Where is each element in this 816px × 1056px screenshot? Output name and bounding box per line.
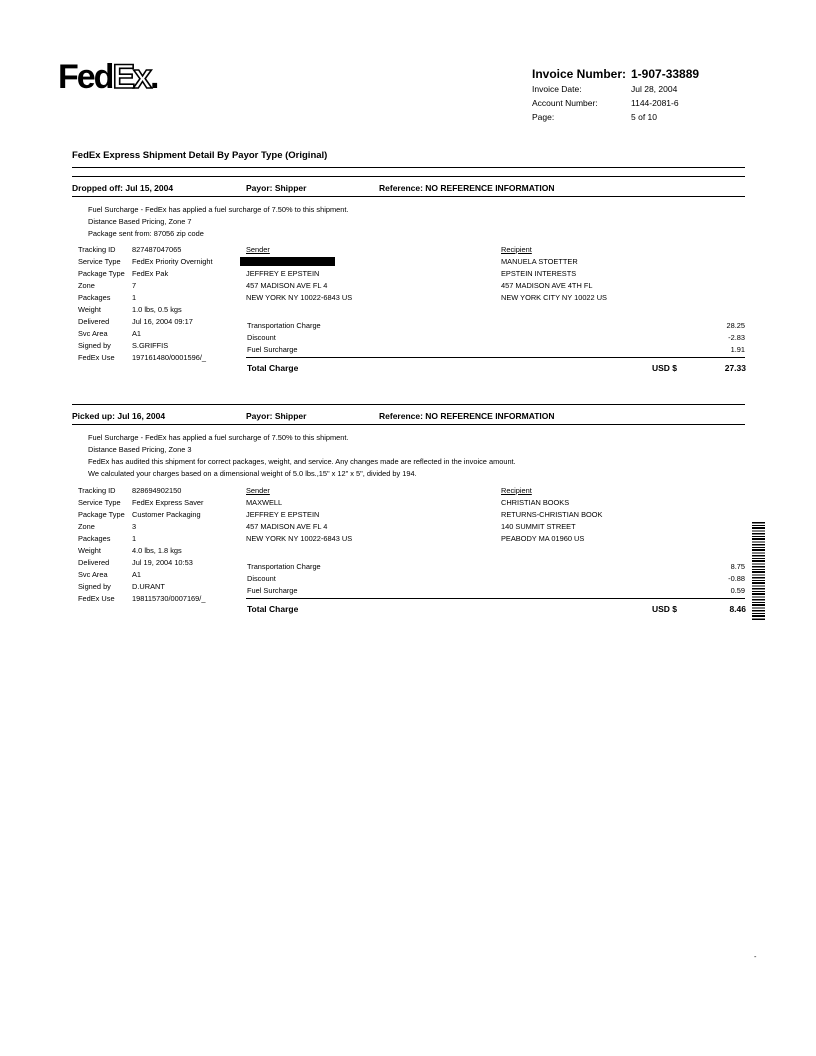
charge-label: Transportation Charge bbox=[247, 321, 321, 330]
detail-label: Svc Area bbox=[78, 329, 108, 338]
charge-label: Transportation Charge bbox=[247, 562, 321, 571]
detail-label: Delivered bbox=[78, 558, 110, 567]
charge-amount: -0.88 bbox=[728, 574, 745, 583]
detail-value: 1.0 lbs, 0.5 kgs bbox=[132, 305, 182, 314]
detail-label: Packages bbox=[78, 293, 111, 302]
recipient-line: NEW YORK CITY NY 10022 US bbox=[501, 293, 607, 302]
account-number-label: Account Number: bbox=[532, 98, 598, 108]
footer-mark: - bbox=[754, 952, 757, 961]
shipment-1-event: Dropped off: Jul 15, 2004 bbox=[72, 183, 174, 193]
detail-value: 197161480/0001596/_ bbox=[132, 353, 206, 362]
detail-label: FedEx Use bbox=[78, 353, 115, 362]
currency: USD $ bbox=[652, 363, 678, 373]
detail-value: Jul 16, 2004 09:17 bbox=[132, 317, 193, 326]
detail-label: Signed by bbox=[78, 582, 111, 591]
logo-fed: Fed bbox=[58, 58, 113, 96]
detail-label: Svc Area bbox=[78, 570, 108, 579]
detail-value: FedEx Pak bbox=[132, 269, 169, 278]
tracking-id: 828694902150 bbox=[132, 486, 182, 495]
recipient-line: 140 SUMMIT STREET bbox=[501, 522, 576, 531]
shipment-2-header-rule bbox=[72, 424, 745, 425]
detail-value: 7 bbox=[132, 281, 137, 290]
detail-value: 4.0 lbs, 1.8 kgs bbox=[132, 546, 182, 555]
total-charge: 27.33 bbox=[724, 363, 746, 373]
detail-value: 3 bbox=[132, 522, 137, 531]
total-rule bbox=[246, 598, 745, 599]
recipient-line: PEABODY MA 01960 US bbox=[501, 534, 585, 543]
detail-label: Service Type bbox=[78, 257, 121, 266]
total-charge-label: Total Charge bbox=[247, 363, 299, 373]
logo-ex: Ex bbox=[112, 58, 151, 96]
page-number: 5 of 10 bbox=[631, 112, 657, 122]
invoice-number: 1-907-33889 bbox=[631, 67, 700, 81]
page-label: Page: bbox=[532, 112, 555, 122]
sender-line: NEW YORK NY 10022-6843 US bbox=[246, 534, 353, 543]
shipment-2-note: Distance Based Pricing, Zone 3 bbox=[88, 445, 192, 454]
sender-line: MAXWELL bbox=[246, 498, 283, 507]
shipment-1-reference: Reference: NO REFERENCE INFORMATION bbox=[379, 183, 555, 193]
barcode-icon bbox=[752, 522, 765, 620]
recipient-label: Recipient bbox=[501, 486, 532, 495]
tracking-id: 827487047065 bbox=[132, 245, 182, 254]
sender-label: Sender bbox=[246, 486, 270, 495]
shipment-1-payor: Payor: Shipper bbox=[246, 183, 307, 193]
detail-label: Service Type bbox=[78, 498, 121, 507]
recipient-line: CHRISTIAN BOOKS bbox=[501, 498, 570, 507]
charge-amount: -2.83 bbox=[728, 333, 745, 342]
detail-label: Zone bbox=[78, 281, 95, 290]
shipment-2-note: We calculated your charges based on a dimensional weight of 5.0 lbs.,15" x 12" x 5", divided by 194. bbox=[88, 469, 417, 478]
recipient-label: Recipient bbox=[501, 245, 532, 254]
charge-amount: 28.25 bbox=[726, 321, 745, 330]
recipient-line: 457 MADISON AVE 4TH FL bbox=[501, 281, 593, 290]
detail-label: Weight bbox=[78, 546, 101, 555]
sender-line: JEFFREY E EPSTEIN bbox=[246, 510, 320, 519]
total-charge: 8.46 bbox=[729, 604, 746, 614]
invoice-date: Jul 28, 2004 bbox=[631, 84, 678, 94]
shipment-2-note: Fuel Surcharge - FedEx has applied a fuel surcharge of 7.50% to this shipment. bbox=[88, 433, 349, 442]
detail-label: Signed by bbox=[78, 341, 111, 350]
sender-line: 457 MADISON AVE FL 4 bbox=[246, 522, 328, 531]
recipient-line: MANUELA STOETTER bbox=[501, 257, 578, 266]
detail-value: Customer Packaging bbox=[132, 510, 201, 519]
shipment-1-top-rule bbox=[72, 176, 745, 177]
shipment-2-top-rule bbox=[72, 404, 745, 405]
detail-value: A1 bbox=[132, 570, 142, 579]
currency: USD $ bbox=[652, 604, 678, 614]
detail-label: Delivered bbox=[78, 317, 110, 326]
charge-label: Discount bbox=[247, 333, 276, 342]
fedex-logo bbox=[58, 60, 158, 94]
shipment-1-header-rule bbox=[72, 196, 745, 197]
shipment-1-note: Fuel Surcharge - FedEx has applied a fuel surcharge of 7.50% to this shipment. bbox=[88, 205, 349, 214]
invoice-date-label: Invoice Date: bbox=[532, 84, 582, 94]
charge-amount: 8.75 bbox=[730, 562, 745, 571]
detail-value: A1 bbox=[132, 329, 142, 338]
detail-label: Weight bbox=[78, 305, 101, 314]
recipient-line: EPSTEIN INTERESTS bbox=[501, 269, 577, 278]
detail-label: Tracking ID bbox=[78, 245, 116, 254]
shipment-1-note: Distance Based Pricing, Zone 7 bbox=[88, 217, 192, 226]
detail-value: FedEx Express Saver bbox=[132, 498, 204, 507]
charge-label: Fuel Surcharge bbox=[247, 345, 298, 354]
shipment-1-note: Package sent from: 87056 zip code bbox=[88, 229, 204, 238]
detail-value: 1 bbox=[132, 534, 137, 543]
sender-label: Sender bbox=[246, 245, 270, 254]
detail-value: 198115730/0007169/_ bbox=[132, 594, 206, 603]
detail-value: D.URANT bbox=[132, 582, 165, 591]
charge-amount: 0.59 bbox=[730, 586, 745, 595]
shipment-2-reference: Reference: NO REFERENCE INFORMATION bbox=[379, 411, 555, 421]
detail-label: Tracking ID bbox=[78, 486, 116, 495]
section-title: FedEx Express Shipment Detail By Payor Type (Original) bbox=[72, 150, 328, 161]
charge-amount: 1.91 bbox=[730, 345, 745, 354]
shipment-2-note: FedEx has audited this shipment for correct packages, weight, and service. Any changes made are reflected in the invoice amount. bbox=[88, 457, 516, 466]
detail-label: Package Type bbox=[78, 269, 125, 278]
shipment-2-event: Picked up: Jul 16, 2004 bbox=[72, 411, 166, 421]
detail-label: Zone bbox=[78, 522, 95, 531]
detail-label: FedEx Use bbox=[78, 594, 115, 603]
redaction-bar bbox=[240, 257, 335, 266]
sender-line: NEW YORK NY 10022-6843 US bbox=[246, 293, 353, 302]
logo-dot: . bbox=[150, 58, 158, 96]
total-charge-label: Total Charge bbox=[247, 604, 299, 614]
total-rule bbox=[246, 357, 745, 358]
section-rule bbox=[72, 167, 745, 168]
detail-label: Packages bbox=[78, 534, 111, 543]
charge-label: Fuel Surcharge bbox=[247, 586, 298, 595]
sender-line: JEFFREY E EPSTEIN bbox=[246, 269, 320, 278]
invoice-number-label: Invoice Number: bbox=[532, 67, 627, 81]
detail-label: Package Type bbox=[78, 510, 125, 519]
detail-value: S.GRIFFIS bbox=[132, 341, 169, 350]
sender-line: 457 MADISON AVE FL 4 bbox=[246, 281, 328, 290]
charge-label: Discount bbox=[247, 574, 276, 583]
shipment-2-payor: Payor: Shipper bbox=[246, 411, 307, 421]
detail-value: Jul 19, 2004 10:53 bbox=[132, 558, 193, 567]
recipient-line: RETURNS-CHRISTIAN BOOK bbox=[501, 510, 603, 519]
detail-value: 1 bbox=[132, 293, 137, 302]
account-number: 1144-2081-6 bbox=[631, 98, 679, 108]
detail-value: FedEx Priority Overnight bbox=[132, 257, 213, 266]
